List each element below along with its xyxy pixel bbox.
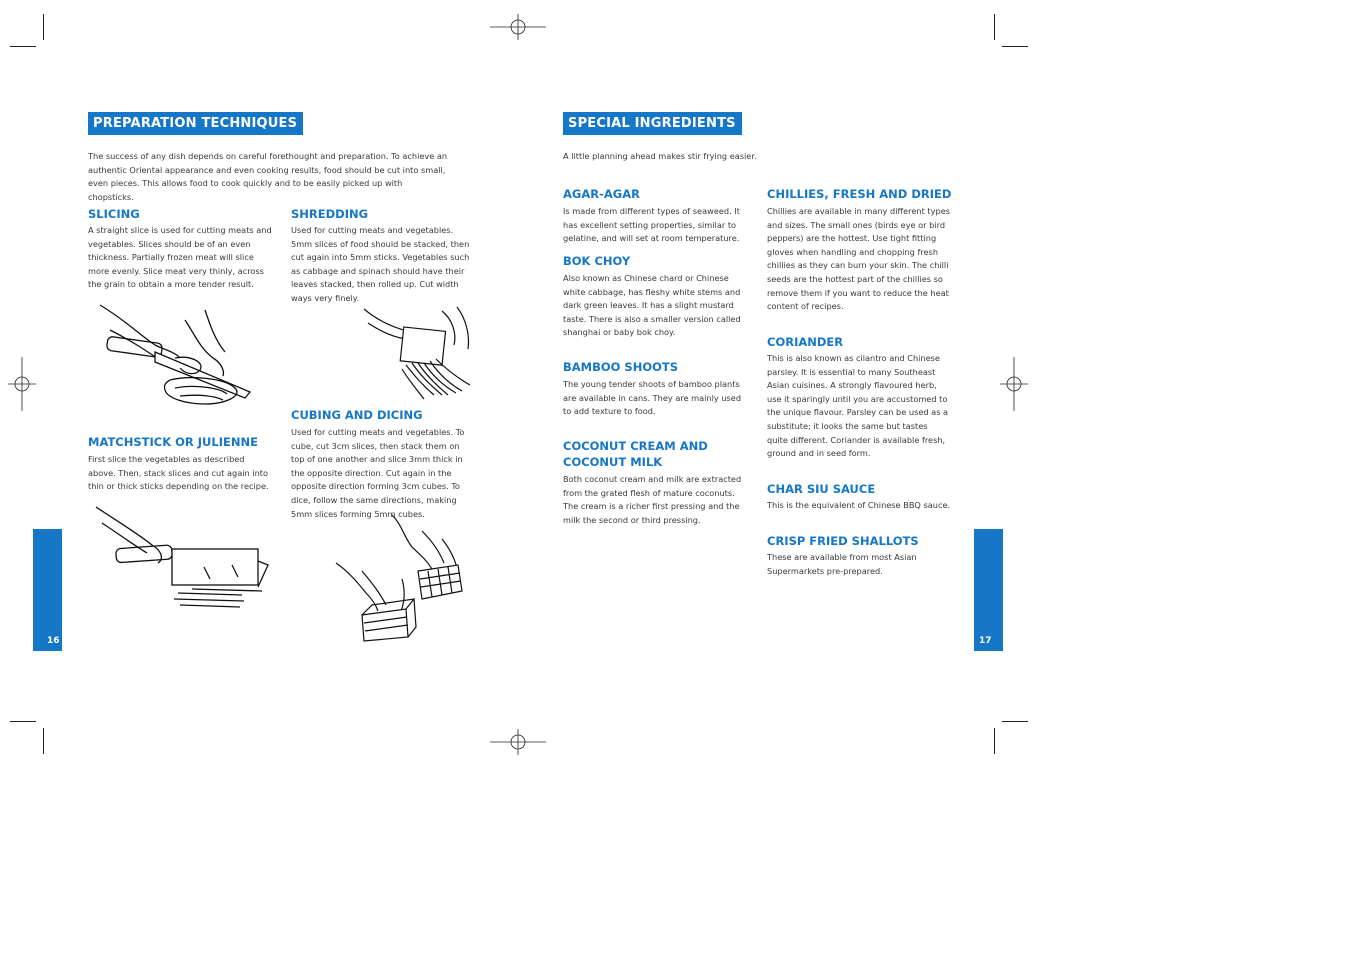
section-heading: MATCHSTICK OR JULIENNE — [88, 435, 258, 449]
section-body: Is made from different types of seaweed. It has excellent setting properties, similar to gelatine, and will set at room temperature. — [563, 206, 740, 244]
crop-mark — [1002, 721, 1028, 722]
section-body: This is the equivalent of Chinese BBQ sauce. — [767, 500, 951, 510]
registration-mark-right — [1000, 357, 1028, 411]
section-body: Chillies are available in many different types and sizes. The small ones (birds eye or bird peppers) are the hottest. Use tight fitting gloves when handling and chopping fresh chillies as they can burn your skin. The chilli seeds are the hottest part of the chillies so remove them if you want to reduce the heat content of recipes. — [767, 206, 950, 312]
section-heading: CHILLIES, FRESH AND DRIED — [767, 187, 952, 201]
section-heading: SLICING — [88, 207, 140, 221]
julienne-illustration — [92, 503, 270, 613]
section-heading: CHAR SIU SAUCE — [767, 482, 876, 496]
crop-mark — [10, 46, 36, 47]
cubing-illustration — [332, 513, 472, 643]
section-heading: AGAR-AGAR — [563, 187, 640, 201]
registration-mark-top — [490, 14, 546, 40]
intro-text: A little planning ahead makes stir frying easier. — [563, 151, 757, 161]
section-body: Used for cutting meats and vegetables. 5mm slices of food should be stacked, then cut again into 5mm sticks. Vegetables such as cabbage and spinach should have their leaves stacked, then rolled up. Cut width ways very finely. — [291, 225, 470, 303]
section-heading: CORIANDER — [767, 335, 844, 349]
slicing-illustration — [95, 300, 265, 410]
section-body: Also known as Chinese chard or Chinese white cabbage, has fleshy white stems and dark green leaves. It has a slight mustard taste. There is also a smaller version called shanghai or baby bok choy. — [563, 273, 741, 338]
section-body: Both coconut cream and milk are extracted from the grated flesh of mature coconuts. The cream is a richer first pressing and the milk the second or third pressing. — [563, 474, 742, 525]
crop-mark — [994, 728, 995, 754]
section-heading: SHREDDING — [291, 207, 369, 221]
crop-mark — [10, 721, 36, 722]
page-number: 17 — [979, 636, 992, 646]
section-body: These are available from most Asian Supermarkets pre-prepared. — [767, 552, 917, 576]
page-tab — [33, 529, 62, 651]
crop-mark — [994, 14, 995, 40]
section-heading: COCONUT CREAM AND COCONUT MILK — [563, 439, 708, 469]
section-body: First slice the vegetables as described above. Then, stack slices and cut again into thin or thick sticks depending on the recipe. — [88, 454, 269, 492]
section-body: This is also known as cilantro and Chinese parsley. It is essential to many Southeast Asian cuisines. A strongly flavoured herb, use it sparingly until you are accustomed to the unique flavour. Parsley can be used as a substitute; it looks the same but tastes quite different. Coriander is available fresh, ground and in seed form. — [767, 353, 949, 459]
crop-mark — [43, 14, 44, 40]
section-heading: CRISP FRIED SHALLOTS — [767, 534, 919, 548]
shredding-illustration — [362, 305, 474, 403]
page-number: 16 — [47, 636, 60, 646]
crop-mark — [1002, 46, 1028, 47]
section-heading: BOK CHOY — [563, 254, 631, 268]
section-body: The young tender shoots of bamboo plants are available in cans. They are mainly used to add texture to food. — [563, 379, 742, 417]
crop-mark — [43, 728, 44, 754]
section-body: Used for cutting meats and vegetables. To cube, cut 3cm slices, then stack them on top of one another and slice 3mm thick in the opposite direction. Cut again in the opposite direction forming 3cm cubes. To dice, follow the same directions, making 5mm slices forming 5mm cubes. — [291, 427, 465, 519]
page-title: SPECIAL INGREDIENTS — [563, 112, 742, 135]
section-heading: BAMBOO SHOOTS — [563, 360, 679, 374]
registration-mark-left — [8, 357, 36, 411]
section-heading: CUBING AND DICING — [291, 408, 423, 422]
section-body: A straight slice is used for cutting meats and vegetables. Slices should be of an even thickness. Partially frozen meat will slice more evenly. Slice meat very thinly, across the grain to obtain a more tender result. — [88, 225, 272, 290]
registration-mark-bottom — [490, 729, 546, 755]
page-title: PREPARATION TECHNIQUES — [88, 112, 303, 135]
page-tab — [974, 529, 1003, 651]
intro-text: The success of any dish depends on careful forethought and preparation. To achieve an authentic Oriental appearance and even cooking results, food should be cut into small, even pieces. This allows food to cook quickly and to be easily picked up with chopsticks. — [88, 151, 448, 202]
